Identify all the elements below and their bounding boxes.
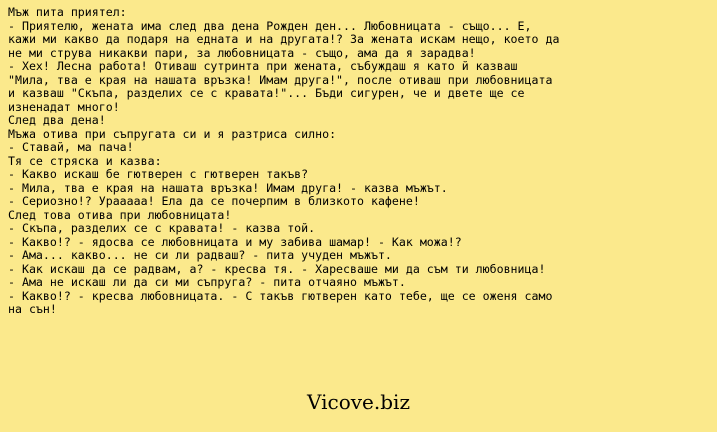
joke-line: - Какво искаш бе гютверен с гютверен такъв? (8, 167, 309, 181)
joke-line: Тя се стряска и казва: (8, 153, 162, 168)
joke-line: - Какво!? - кресва любовницата. - С такъв гютверен като тебе, ще се оженя само на сън! (8, 288, 560, 316)
joke-line: - Ставай, ма пача! (8, 140, 134, 154)
joke-line: - Какво!? - ядосва се любовницата и му забива шамар! - Как можа!? (8, 234, 462, 249)
joke-line: - Мила, тва е края на нашата връзка! Имам друга! - казва мъжът. (8, 180, 448, 195)
joke-line: След това отива при любовницата! (8, 207, 232, 222)
joke-line: - Как искаш да се радвам, а? - кресва тя. - Харесваше ми да съм ти любовница! (8, 261, 546, 276)
joke-line: Мъжа отива при съпругата си и я разтриса силно: (8, 126, 337, 141)
joke-line: - Скъпа, разделих се с кравата! - казва той. (8, 221, 316, 235)
joke-line: След два дена! (8, 113, 106, 127)
joke-line: - Хех! Лесна работа! Отиваш сутринта при жената, събуждаш я като й казваш "Мила, тва е края на нашата връзка! Имам друга!", после отиваш при любовницата и казваш "Скъпа, разделих се с кравата!"... Бъди сигурен, че и двете ще се изненадат много! (8, 59, 560, 114)
joke-line: - Ама не искаш ли да си ми съпруга? - пита отчаяно мъжът. (8, 275, 406, 289)
joke-line: - Приятелю, жената има след два дена Рожден ден... Любовницата - също... Е, кажи ми какво да подаря на едната и на другата!? За жената искам нещо, което да не ми струва никакви пари, за любовницата - също, ама да я зарадва! (8, 18, 567, 60)
joke-line: - Сериозно!? Урааааа! Ела да се почерпим в близкото кафене! (8, 194, 420, 208)
site-watermark: Vicove.biz (307, 390, 410, 414)
joke-text (8, 5, 567, 317)
joke-line: - Ама... какво... не си ли радваш? - пита учуден мъжът. (8, 248, 392, 262)
joke-line: Мъж пита приятел: (8, 5, 127, 19)
